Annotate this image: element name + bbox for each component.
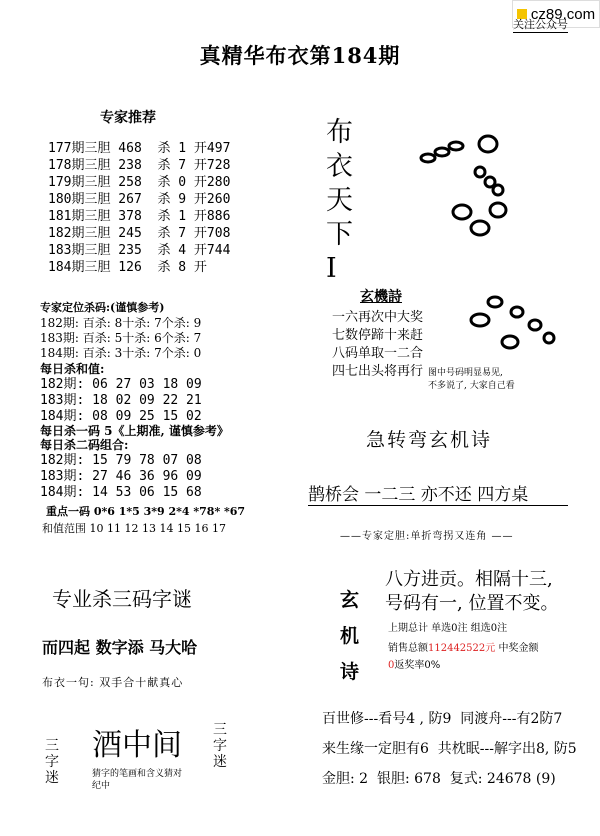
bottom-line: 百世修---看号4 , 防9 同渡舟---有2防7 — [322, 711, 563, 727]
zhongdian-line: 重点一码 0*6 1*5 3*9 2*4 *78* *67 — [46, 505, 246, 518]
riddle-hint: 猜字的笔画和含义猜对纪中 — [92, 769, 183, 791]
vertical-char: 天 — [326, 185, 353, 216]
xuanji-poem — [385, 568, 558, 616]
erma-row: 184期: 14 53 06 15 68 — [40, 485, 202, 500]
sales-label: 销售总额 — [388, 643, 428, 654]
coins-image — [455, 290, 565, 360]
xuanji-line: 八方进贡。相隔十三, — [385, 569, 553, 590]
bottom-line: 金胆: 2 银胆: 678 复式: 24678 (9) — [322, 771, 556, 787]
expert-row: 179期三胆 258 杀 0 开280 — [48, 175, 231, 190]
poem-line: 四七出头将再行 — [332, 364, 424, 379]
erma-row: 182期: 15 79 78 07 08 — [40, 453, 202, 468]
shayima-line: 每日杀一码 5《上期准, 谨慎参考》 — [40, 424, 229, 438]
expert-heading: 专家推荐 — [100, 110, 156, 126]
stats-line: 上期总计 单选0注 组选0注 — [388, 623, 508, 634]
stats-return — [388, 656, 440, 671]
riddle-big: 酒中间 — [92, 728, 182, 763]
expert-row: 177期三胆 468 杀 1 开497 — [48, 141, 231, 156]
vertical-char: 下 — [326, 219, 353, 250]
xuanji-char: 诗 — [340, 661, 360, 683]
hezhi-range-line: 和值范围 10 11 12 13 14 15 16 17 — [42, 522, 226, 535]
poem-line: 八码单取一二合 — [332, 346, 424, 361]
dingwei-row: 183期: 百杀: 5十杀: 6个杀: 7 — [40, 331, 202, 345]
riddle-side: 三字迷 — [45, 738, 59, 786]
sales-value: 112442522元 — [428, 643, 496, 654]
hezhi-row: 182期: 06 27 03 18 09 — [40, 377, 202, 392]
jizhuan-heading: 急转弯玄机诗 — [366, 429, 493, 451]
dingwei-row: 184期: 百杀: 3十杀: 7个杀: 0 — [40, 346, 202, 360]
page-title: 真精华布衣第184期 — [199, 43, 401, 68]
riddle-heading: 专业杀三码字谜 — [52, 587, 192, 611]
hezhi-row: 183期: 18 02 09 22 21 — [40, 393, 202, 408]
coins-chain-image — [410, 130, 520, 240]
expert-row: 183期三胆 235 杀 4 开744 — [48, 243, 231, 258]
xuanji-char: 机 — [340, 625, 360, 647]
vertical-title — [326, 116, 356, 286]
vertical-char: 衣 — [326, 151, 353, 182]
xuanji-vertical — [340, 582, 364, 690]
riddle-side: 三字迷 — [213, 722, 227, 770]
note-line: 不多说了, 大家自己看 — [428, 381, 515, 391]
expert-row: 181期三胆 378 杀 1 开886 — [48, 209, 231, 224]
riddle-line: 而四起 数字添 马大哈 — [42, 638, 198, 657]
note-line: 图中号码明显易见, — [428, 368, 503, 378]
dingwei-heading: 专家定位杀码:(谨慎参考) — [40, 301, 165, 314]
dingwei-row: 182期: 百杀: 8十杀: 7个杀: 9 — [40, 316, 202, 330]
stats-sales — [388, 639, 538, 654]
hezhi-heading: 每日杀和值: — [40, 362, 105, 376]
erma-heading: 每日杀二码组合: — [40, 438, 129, 452]
dingdan-line: ——专家定胆:单折弯拐又连角 —— — [340, 531, 514, 542]
return-value: 0 — [388, 660, 395, 671]
buyi-line: 布衣一句: 双手合十献真心 — [42, 676, 184, 689]
return-label: 返奖率0% — [394, 660, 441, 671]
hezhi-row: 184期: 08 09 25 15 02 — [40, 409, 202, 424]
qiao-line: 鹊桥会 一二三 亦不还 四方桌 — [308, 480, 568, 506]
erma-row: 183期: 27 46 36 96 09 — [40, 469, 202, 484]
expert-row: 184期三胆 126 杀 8 开 — [48, 260, 207, 275]
bottom-line: 来生缘一定胆有6 共枕眠---解字出8, 防5 — [322, 741, 577, 757]
poem-title: 玄機詩 — [360, 289, 402, 305]
follow-label: 关注公众号 — [513, 18, 568, 31]
poem-line: 一六再次中大奖 — [332, 310, 424, 325]
expert-row: 180期三胆 267 杀 9 开260 — [48, 192, 231, 207]
prize-label: 中奖金额 — [498, 643, 539, 654]
xuanji-char: 玄 — [340, 589, 360, 611]
expert-row: 178期三胆 238 杀 7 开728 — [48, 158, 231, 173]
poem-line: 七数停蹄十来赶 — [332, 328, 424, 343]
vertical-char: 布 — [326, 117, 353, 148]
expert-row: 182期三胆 245 杀 7 开708 — [48, 226, 231, 241]
image-note — [428, 367, 515, 393]
watermark-text: cz89.com — [530, 5, 596, 23]
xuanji-line: 号码有一, 位置不变。 — [385, 593, 559, 614]
vertical-char: I — [326, 253, 337, 284]
